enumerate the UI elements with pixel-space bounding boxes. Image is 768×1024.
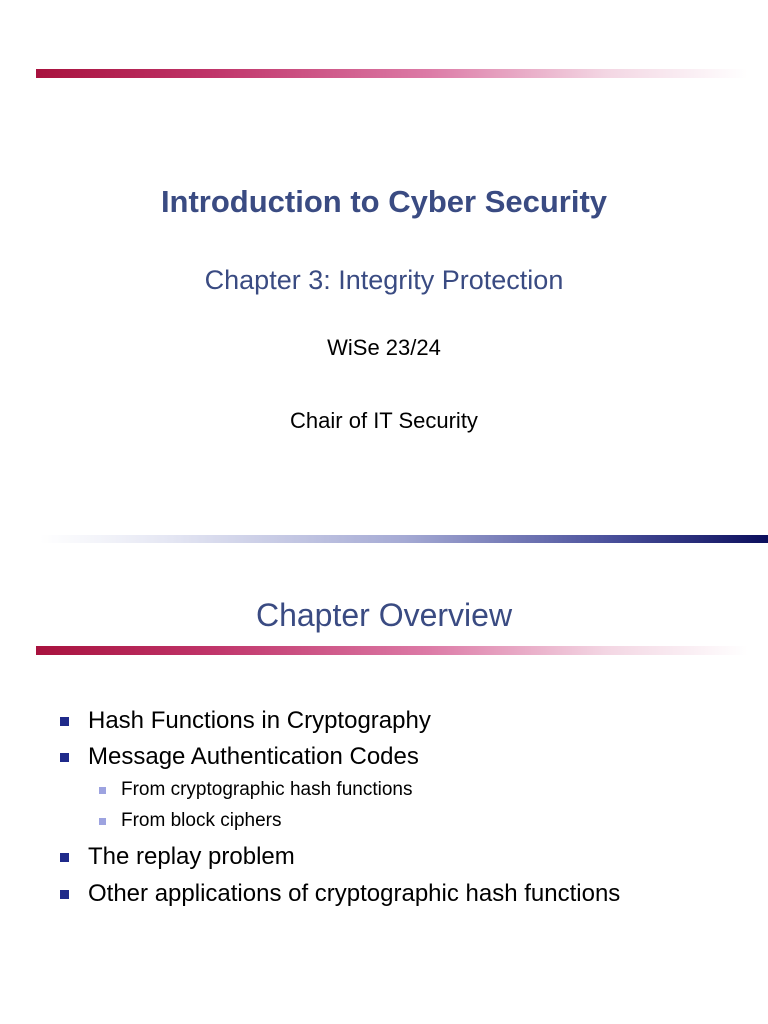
term-label: WiSe 23/24 <box>327 335 441 360</box>
list-item: Other applications of cryptographic hash functions <box>60 880 620 908</box>
overview-title: Chapter Overview <box>255 597 513 633</box>
list-subitem: From block ciphers <box>99 810 282 832</box>
chair-label: Chair of IT Security <box>290 408 478 433</box>
list-subitem: From cryptographic hash functions <box>99 779 412 801</box>
sub-bullet-square-icon <box>99 787 106 794</box>
list-item: Hash Functions in Cryptography <box>60 707 431 735</box>
overview-slide <box>0 545 768 1024</box>
bottom-accent-bar <box>40 535 768 543</box>
bullet-square-icon <box>60 717 69 726</box>
slide-title: Introduction to Cyber Security <box>160 184 608 219</box>
bullet-square-icon <box>60 853 69 862</box>
top-accent-bar <box>36 69 748 78</box>
list-item: The replay problem <box>60 843 295 871</box>
list-item: Message Authentication Codes <box>60 743 419 771</box>
bullet-square-icon <box>60 753 69 762</box>
sub-bullet-square-icon <box>99 818 106 825</box>
slide-subtitle: Chapter 3: Integrity Protection <box>204 265 564 295</box>
overview-accent-bar <box>36 646 748 655</box>
bullet-square-icon <box>60 890 69 899</box>
